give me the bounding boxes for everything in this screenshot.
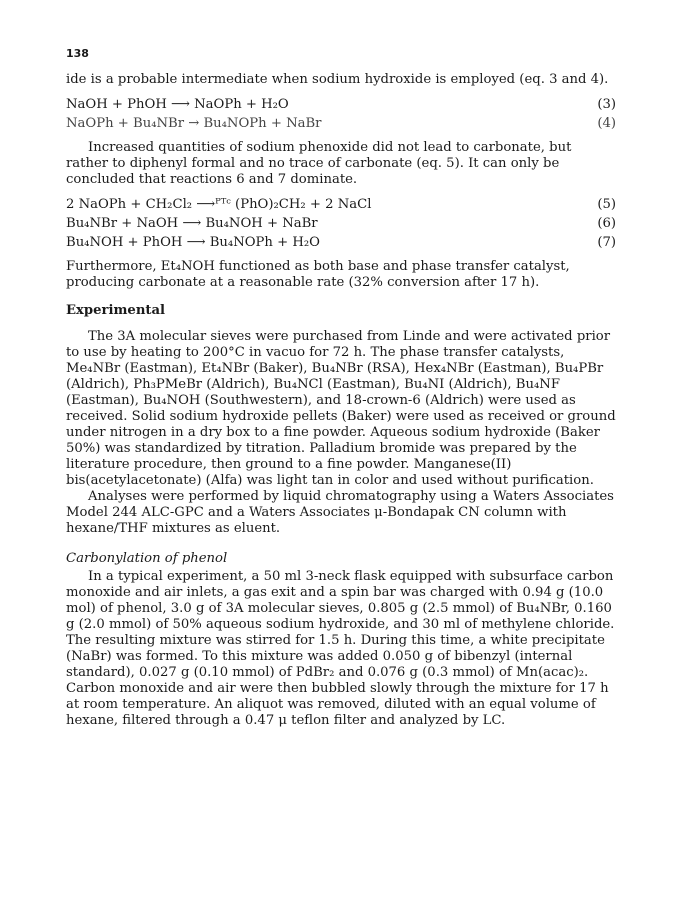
equation-6-number: (6) [597, 216, 616, 231]
intro-paragraph: ide is a probable intermediate when sodium hydroxide is employed (eq. 3 and 4). [66, 72, 609, 87]
equation-6-text: Bu₄NBr + NaOH ⟶ Bu₄NOH + NaBr [66, 216, 318, 231]
experimental-paragraph-2: Analyses were performed by liquid chromatography using a Waters Associates Model 244 ALC-GPC and a Waters Associates μ-Bondapak CN column with hexane/THF mixtures as eluent. [66, 489, 614, 536]
equation-3-number: (3) [597, 97, 616, 112]
equation-3 [66, 97, 616, 113]
equation-3-text: NaOH + PhOH ⟶ NaOPh + H₂O [66, 97, 289, 112]
carbonylation-paragraph: In a typical experiment, a 50 ml 3-neck flask equipped with subsurface carbon monoxide and air inlets, a gas exit and a spin bar was charged with 0.94 g (10.0 mol) of phenol, 3.0 g of 3A molecular sieves, 0.805 g (2.5 mmol) of Bu₄NBr, 0.160 g (2.0 mmol) of 50% aqueous sodium hydroxide, and 30 ml of methylene chloride. The resulting mixture was stirred for 1.5 h. During this time, a white precipitate (NaBr) was formed. To this mixture was added 0.050 g of bibenzyl (internal standard), 0.027 g (0.10 mmol) of PdBr₂ and 0.076 g (0.3 mmol) of Mn(acac)₂. Carbon monoxide and air were then bubbled slowly through the mixture for 17 h at room temperature. An aliquot was removed, diluted with an equal volume of hexane, filtered through a 0.47 μ teflon filter and analyzed by LC. [66, 569, 615, 728]
equation-5 [66, 197, 616, 213]
equation-4 [66, 116, 616, 132]
equation-7-text: Bu₄NOH + PhOH ⟶ Bu₄NOPh + H₂O [66, 235, 320, 250]
carbonylation-heading: Carbonylation of phenol [66, 551, 228, 566]
equation-5-number: (5) [597, 197, 616, 212]
equation-block-1 [66, 97, 616, 132]
experimental-paragraph-1: The 3A molecular sieves were purchased from Linde and were activated prior to use by heating to 200°C in vacuo for 72 h. The phase transfer catalysts, Me₄NBr (Eastman), Et₄NBr (Baker), Bu₄NBr (RSA), Hex₄NBr (Eastman), Bu₄PBr (Aldrich), Ph₃PMeBr (Aldrich), Bu₄NCl (Eastman), Bu₄NI (Aldrich), Bu₄NF (Eastman), Bu₄NOH (Southwestern), and 18-crown-6 (Aldrich) were used as received. Solid sodium hydroxide pellets (Baker) were used as received or ground under nitrogen in a dry box to a fine powder. Aqueous sodium hydroxide (Baker 50%) was standardized by titration. Palladium bromide was prepared by the literature procedure, then ground to a fine powder. Manganese(II) bis(acetylacetonate) (Alfa) was light tan in color and used without purification. [66, 329, 616, 488]
paragraph-2: Increased quantities of sodium phenoxide did not lead to carbonate, but rather to diphenyl formal and no trace of carbonate (eq. 5). It can only be concluded that reactions 6 and 7 dominate. [66, 140, 572, 187]
experimental-heading: Experimental [66, 303, 166, 318]
equation-5-text: 2 NaOPh + CH₂Cl₂ ⟶ᴾᵀᶜ (PhO)₂CH₂ + 2 NaCl [66, 197, 372, 212]
equation-4-text: NaOPh + Bu₄NBr → Bu₄NOPh + NaBr [66, 116, 322, 131]
equation-block-2 [66, 197, 616, 251]
paragraph-3: Furthermore, Et₄NOH functioned as both base and phase transfer catalyst, producing carbonate at a reasonable rate (32% conversion after 17 h). [66, 259, 570, 290]
equation-6 [66, 216, 616, 232]
equation-4-number: (4) [597, 116, 616, 131]
page-number: 138 [66, 47, 89, 60]
equation-7 [66, 235, 616, 251]
page-content [66, 46, 616, 729]
equation-7-number: (7) [597, 235, 616, 250]
